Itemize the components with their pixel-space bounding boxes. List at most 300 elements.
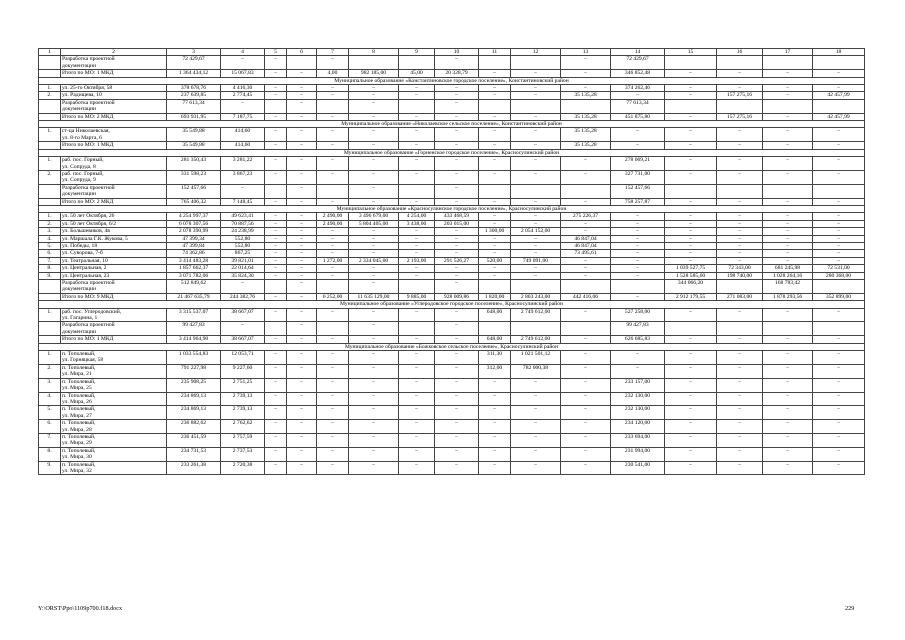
value-cell: – <box>611 364 665 378</box>
address-cell: п. Тополевый, ул. Мира, 29 <box>61 433 167 447</box>
table-row <box>39 322 865 336</box>
value-cell: – <box>813 420 865 434</box>
value-cell: – <box>717 392 763 406</box>
value-cell: – <box>717 170 763 184</box>
value-cell: – <box>763 406 813 420</box>
value-cell: – <box>349 128 399 142</box>
table-row <box>39 157 865 171</box>
value-cell: 35 135,28 <box>561 113 611 120</box>
value-cell: – <box>317 56 349 70</box>
row-number-cell: 8. <box>39 265 61 272</box>
value-cell: – <box>399 235 435 242</box>
table-row <box>39 170 865 184</box>
table-row <box>39 293 865 300</box>
value-cell: – <box>287 113 317 120</box>
value-cell: – <box>349 272 399 279</box>
value-cell: 3 281,22 <box>221 157 265 171</box>
value-cell: – <box>287 293 317 300</box>
value-cell: – <box>813 128 865 142</box>
value-cell: 1 033 554,83 <box>167 351 221 365</box>
value-cell: 152 457,66 <box>167 184 221 198</box>
address-cell: ст-ца Николаевская, ул. 8-го Марта, 6 <box>61 128 167 142</box>
value-cell: – <box>561 420 611 434</box>
value-cell: – <box>763 364 813 378</box>
address-cell: п. Тополевый, ул. Горняцкая, 58 <box>61 351 167 365</box>
value-cell: 4 254 997,37 <box>167 213 221 220</box>
value-cell: – <box>611 250 665 257</box>
value-cell: – <box>349 364 399 378</box>
value-cell <box>813 99 865 113</box>
value-cell: 648,00 <box>479 308 511 322</box>
row-number-cell: 6. <box>39 250 61 257</box>
value-cell: – <box>287 364 317 378</box>
value-cell: – <box>763 336 813 343</box>
column-number-cell: 13 <box>561 49 611 56</box>
value-cell: – <box>665 228 717 235</box>
value-cell: – <box>561 461 611 475</box>
value-cell: – <box>813 220 865 227</box>
value-cell: 1 820,00 <box>479 293 511 300</box>
row-number-cell <box>39 99 61 113</box>
value-cell: 4,00 <box>317 70 349 77</box>
value-cell: – <box>265 461 287 475</box>
value-cell: – <box>435 336 479 343</box>
value-cell: – <box>435 265 479 272</box>
value-cell: – <box>435 170 479 184</box>
value-cell: – <box>561 351 611 365</box>
value-cell: – <box>349 157 399 171</box>
value-cell: 47 399,84 <box>167 242 221 249</box>
value-cell: – <box>399 157 435 171</box>
address-cell: ул. Центральная, 23 <box>61 272 167 279</box>
value-cell: – <box>435 99 479 113</box>
value-cell: – <box>813 157 865 171</box>
table-row <box>39 280 865 294</box>
value-cell: – <box>317 364 349 378</box>
value-cell: – <box>479 272 511 279</box>
table-row <box>39 220 865 227</box>
value-cell: 414,60 <box>221 128 265 142</box>
value-cell: 35 824,30 <box>221 272 265 279</box>
address-cell: раб. пос. Горный, ул. Сопруда, 9 <box>61 170 167 184</box>
value-cell: – <box>317 406 349 420</box>
address-cell: п. Тополевый, ул. Мира, 32 <box>61 461 167 475</box>
value-cell <box>717 280 763 294</box>
value-cell: – <box>813 308 865 322</box>
value-cell: – <box>349 198 399 205</box>
value-cell: 552,80 <box>221 242 265 249</box>
value-cell: – <box>511 447 561 461</box>
value-cell: – <box>665 420 717 434</box>
value-cell <box>763 99 813 113</box>
value-cell: – <box>813 257 865 264</box>
column-number-cell: 2 <box>61 49 167 56</box>
value-cell: – <box>317 433 349 447</box>
value-cell: – <box>349 228 399 235</box>
value-cell: – <box>399 170 435 184</box>
value-cell: 3 438,00 <box>399 220 435 227</box>
value-cell: – <box>813 447 865 461</box>
value-cell <box>813 56 865 70</box>
table-row <box>39 228 865 235</box>
value-cell: 2 749 612,00 <box>511 336 561 343</box>
value-cell: – <box>435 198 479 205</box>
value-cell: – <box>763 420 813 434</box>
value-cell: – <box>399 242 435 249</box>
address-cell: п. Тополевый, ул. Мира, 26 <box>61 392 167 406</box>
value-cell: – <box>287 461 317 475</box>
row-number-cell: 4. <box>39 392 61 406</box>
value-cell: 234 869,13 <box>167 406 221 420</box>
value-cell: – <box>265 70 287 77</box>
value-cell: 2 762,62 <box>221 420 265 434</box>
value-cell: – <box>317 170 349 184</box>
value-cell: – <box>611 272 665 279</box>
value-cell: – <box>763 113 813 120</box>
value-cell: 3 315 537,07 <box>167 308 221 322</box>
row-number-cell: 1. <box>39 85 61 92</box>
value-cell: – <box>561 378 611 392</box>
value-cell: – <box>317 420 349 434</box>
value-cell: – <box>611 228 665 235</box>
value-cell: 2 334 045,00 <box>349 257 399 264</box>
value-cell: – <box>665 308 717 322</box>
value-cell: – <box>717 220 763 227</box>
row-number-cell <box>39 280 61 294</box>
value-cell: – <box>287 235 317 242</box>
value-cell: – <box>349 142 399 149</box>
value-cell: – <box>287 406 317 420</box>
value-cell: 49 623,41 <box>221 213 265 220</box>
value-cell: – <box>399 406 435 420</box>
value-cell <box>479 280 511 294</box>
value-cell: 344 066,20 <box>665 280 717 294</box>
value-cell: – <box>287 170 317 184</box>
value-cell: 46 847,04 <box>561 235 611 242</box>
value-cell: – <box>763 433 813 447</box>
value-cell: – <box>665 461 717 475</box>
table-row <box>39 56 865 70</box>
row-number-cell <box>39 142 61 149</box>
value-cell: – <box>665 142 717 149</box>
value-cell: – <box>287 184 317 198</box>
value-cell: 4 416,30 <box>221 85 265 92</box>
value-cell: 433 468,59 <box>435 213 479 220</box>
value-cell: – <box>717 447 763 461</box>
table-row <box>39 406 865 420</box>
value-cell: 9 885,00 <box>399 293 435 300</box>
value-cell: 7 187,75 <box>221 113 265 120</box>
value-cell: 331 598,23 <box>167 170 221 184</box>
table-row <box>39 250 865 257</box>
value-cell: 9 227,60 <box>221 364 265 378</box>
value-cell: 236 451,59 <box>167 433 221 447</box>
data-table <box>38 48 865 475</box>
value-cell: – <box>717 142 763 149</box>
value-cell: 230 541,00 <box>611 461 665 475</box>
value-cell: – <box>511 242 561 249</box>
address-cell: п. Тополевый, ул. Мира, 28 <box>61 420 167 434</box>
value-cell <box>611 280 665 294</box>
address-cell: п. Тополевый, ул. Мира, 25 <box>61 378 167 392</box>
value-cell: – <box>813 406 865 420</box>
value-cell <box>511 56 561 70</box>
value-cell: – <box>265 92 287 99</box>
value-cell: – <box>479 92 511 99</box>
table-row <box>39 392 865 406</box>
value-cell: – <box>349 351 399 365</box>
value-cell: – <box>511 85 561 92</box>
value-cell: 278 069,21 <box>611 157 665 171</box>
value-cell: – <box>317 336 349 343</box>
value-cell: – <box>287 322 317 336</box>
value-cell: 77 613,34 <box>167 99 221 113</box>
value-cell: – <box>349 92 399 99</box>
column-number-cell: 15 <box>665 49 717 56</box>
value-cell: – <box>611 128 665 142</box>
table-row <box>39 85 865 92</box>
value-cell: – <box>611 235 665 242</box>
value-cell: 152 457,66 <box>611 184 665 198</box>
value-cell: 280 368,00 <box>813 272 865 279</box>
value-cell: – <box>717 406 763 420</box>
value-cell: – <box>317 157 349 171</box>
value-cell: – <box>399 85 435 92</box>
value-cell: – <box>399 308 435 322</box>
value-cell: – <box>511 220 561 227</box>
value-cell: – <box>287 157 317 171</box>
value-cell: – <box>399 265 435 272</box>
value-cell: – <box>665 392 717 406</box>
value-cell <box>665 56 717 70</box>
row-number-cell <box>39 322 61 336</box>
value-cell: – <box>511 157 561 171</box>
value-cell: – <box>265 198 287 205</box>
value-cell: – <box>511 170 561 184</box>
value-cell: – <box>221 56 265 70</box>
value-cell: – <box>265 213 287 220</box>
value-cell: 374 262,46 <box>611 85 665 92</box>
value-cell <box>265 99 287 113</box>
value-cell: – <box>511 378 561 392</box>
value-cell <box>665 99 717 113</box>
value-cell: – <box>349 378 399 392</box>
value-cell: – <box>561 308 611 322</box>
value-cell: – <box>265 293 287 300</box>
value-cell: 2 912 179,55 <box>665 293 717 300</box>
value-cell: – <box>435 351 479 365</box>
value-cell: – <box>665 406 717 420</box>
value-cell: 291 526,27 <box>435 257 479 264</box>
value-cell: – <box>265 364 287 378</box>
value-cell: 232 130,00 <box>611 392 665 406</box>
address-cell: Итого по МО: 2 МКД <box>61 198 167 205</box>
value-cell: – <box>717 308 763 322</box>
value-cell: – <box>813 228 865 235</box>
value-cell: – <box>287 378 317 392</box>
value-cell: – <box>479 70 511 77</box>
value-cell: 38 667,07 <box>221 308 265 322</box>
value-cell: – <box>665 198 717 205</box>
value-cell <box>511 322 561 336</box>
value-cell: 552,80 <box>221 235 265 242</box>
value-cell: – <box>665 250 717 257</box>
value-cell: – <box>561 364 611 378</box>
value-cell <box>813 184 865 198</box>
value-cell: – <box>435 184 479 198</box>
value-cell: 72 343,00 <box>717 265 763 272</box>
table-row <box>39 242 865 249</box>
value-cell: – <box>287 257 317 264</box>
row-number-cell: 9. <box>39 272 61 279</box>
value-cell: – <box>317 308 349 322</box>
value-cell: – <box>665 257 717 264</box>
value-cell: 782 000,38 <box>511 364 561 378</box>
value-cell: 1 857 662,37 <box>167 265 221 272</box>
value-cell: – <box>611 257 665 264</box>
value-cell: – <box>665 364 717 378</box>
value-cell: – <box>561 257 611 264</box>
value-cell: – <box>561 220 611 227</box>
value-cell: – <box>287 392 317 406</box>
value-cell: – <box>479 447 511 461</box>
value-cell: – <box>287 280 317 294</box>
value-cell: – <box>265 336 287 343</box>
row-number-cell <box>39 70 61 77</box>
row-number-cell <box>39 113 61 120</box>
value-cell: – <box>221 280 265 294</box>
value-cell: – <box>317 128 349 142</box>
row-number-cell: 3. <box>39 378 61 392</box>
table-row <box>39 308 865 322</box>
value-cell: – <box>717 378 763 392</box>
value-cell: 2 757,59 <box>221 433 265 447</box>
value-cell <box>665 184 717 198</box>
value-cell: – <box>611 293 665 300</box>
value-cell: – <box>349 113 399 120</box>
value-cell: 233 261,38 <box>167 461 221 475</box>
value-cell <box>511 184 561 198</box>
value-cell: – <box>349 265 399 272</box>
value-cell: – <box>511 433 561 447</box>
column-number-cell: 16 <box>717 49 763 56</box>
value-cell: 312,00 <box>479 364 511 378</box>
value-cell: – <box>349 308 399 322</box>
value-cell: – <box>287 198 317 205</box>
value-cell: – <box>317 198 349 205</box>
value-cell: 236 882,62 <box>167 420 221 434</box>
table-body <box>39 49 865 475</box>
address-cell: п. Тополевый, ул. Мира, 30 <box>61 447 167 461</box>
value-cell: – <box>435 85 479 92</box>
value-cell: – <box>665 336 717 343</box>
value-cell: – <box>265 257 287 264</box>
row-number-cell: 2. <box>39 364 61 378</box>
value-cell: – <box>435 378 479 392</box>
table-row <box>39 92 865 99</box>
value-cell: – <box>221 322 265 336</box>
address-cell: ул. 50 лет Октября, 26 <box>61 213 167 220</box>
value-cell: – <box>561 336 611 343</box>
value-cell: – <box>763 142 813 149</box>
value-cell: – <box>287 420 317 434</box>
value-cell: 1 272,00 <box>317 257 349 264</box>
value-cell: – <box>399 113 435 120</box>
value-cell: 346 852,48 <box>611 70 665 77</box>
value-cell: – <box>349 85 399 92</box>
value-cell: – <box>763 128 813 142</box>
value-cell: 35 549,88 <box>167 128 221 142</box>
value-cell: 2 751,25 <box>221 378 265 392</box>
value-cell: – <box>763 392 813 406</box>
section-row <box>39 343 865 350</box>
value-cell: – <box>479 220 511 227</box>
value-cell: 233 157,00 <box>611 378 665 392</box>
value-cell <box>561 99 611 113</box>
address-cell: Итого по МО: 2 МКД <box>61 113 167 120</box>
address-cell: п. Тополевый, ул. Мира, 21 <box>61 364 167 378</box>
value-cell: – <box>399 128 435 142</box>
value-cell: – <box>665 447 717 461</box>
value-cell: 234 869,13 <box>167 392 221 406</box>
value-cell: 681 245,98 <box>763 265 813 272</box>
value-cell: – <box>813 85 865 92</box>
value-cell: – <box>435 364 479 378</box>
value-cell: – <box>763 250 813 257</box>
address-cell: ул. 50 лет Октября, 6/2 <box>61 220 167 227</box>
value-cell: 35 135,28 <box>561 142 611 149</box>
value-cell: – <box>349 170 399 184</box>
address-cell: раб. пос. Углеродовский, ул. Гагарина, 1 <box>61 308 167 322</box>
value-cell: – <box>287 265 317 272</box>
value-cell: – <box>717 198 763 205</box>
footer-file-path: Y:\ORST\Ppo\1109p700.f18.docx <box>38 605 123 612</box>
value-cell: – <box>349 322 399 336</box>
value-cell: – <box>813 170 865 184</box>
value-cell: – <box>665 351 717 365</box>
row-number-cell <box>39 56 61 70</box>
value-cell: – <box>479 213 511 220</box>
value-cell: – <box>265 272 287 279</box>
table-row <box>39 351 865 365</box>
value-cell: – <box>511 250 561 257</box>
section-row <box>39 205 865 212</box>
value-cell: 232 130,00 <box>611 406 665 420</box>
row-number-cell <box>39 184 61 198</box>
value-cell: – <box>435 228 479 235</box>
value-cell: – <box>287 142 317 149</box>
value-cell: – <box>317 272 349 279</box>
column-number-cell: 12 <box>511 49 561 56</box>
value-cell: – <box>561 85 611 92</box>
value-cell: 157 275,16 <box>717 92 763 99</box>
value-cell: – <box>511 461 561 475</box>
value-cell: – <box>665 70 717 77</box>
value-cell: 99 427,83 <box>167 322 221 336</box>
value-cell: 1 021 501,12 <box>511 351 561 365</box>
column-number-cell: 1 <box>39 49 61 56</box>
table-row <box>39 184 865 198</box>
value-cell: – <box>561 170 611 184</box>
value-cell: – <box>479 420 511 434</box>
value-cell: – <box>435 461 479 475</box>
value-cell: – <box>399 272 435 279</box>
value-cell: 414,60 <box>221 142 265 149</box>
value-cell <box>561 322 611 336</box>
row-number-cell: 5. <box>39 242 61 249</box>
value-cell: – <box>479 461 511 475</box>
value-cell: – <box>287 242 317 249</box>
